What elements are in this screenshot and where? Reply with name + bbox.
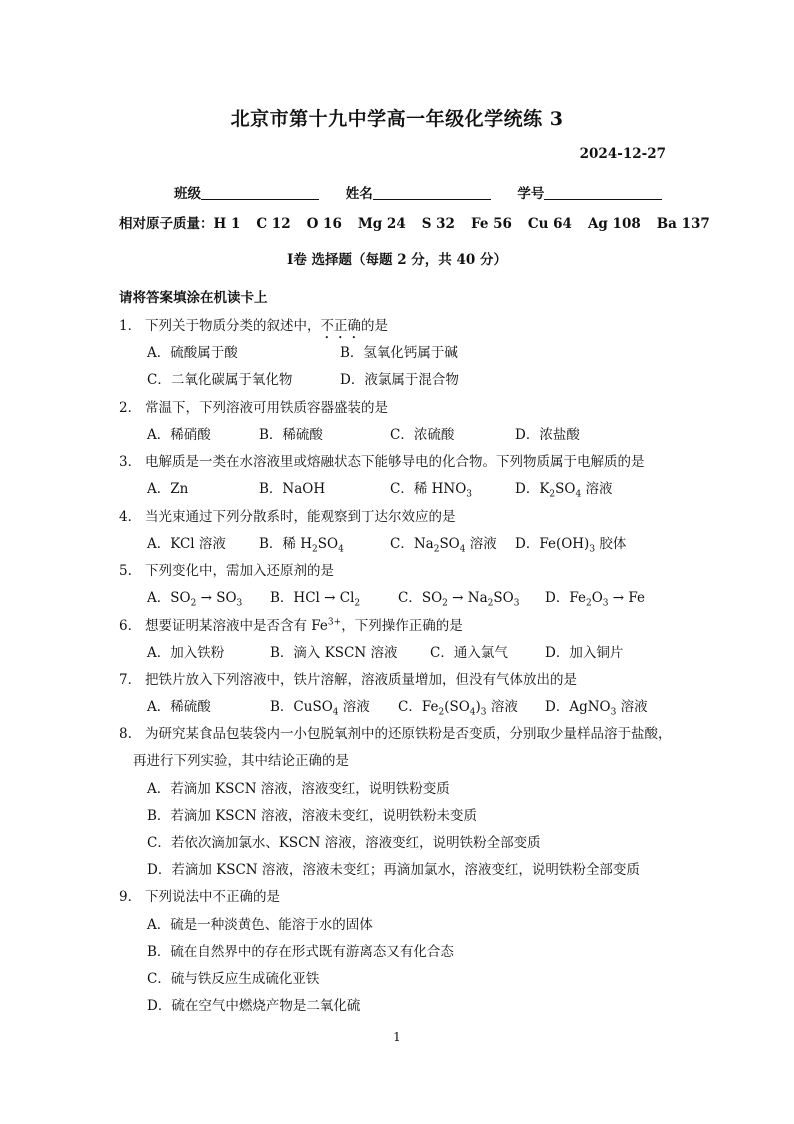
question-7: 7． 把铁片放入下列溶液中，铁片溶解，溶液质量增加，但没有气体放出的是	[119, 672, 577, 688]
q1-option-c[interactable]: C．二氧化碳属于氧化物	[147, 372, 293, 388]
q5-option-b[interactable]: B．HCl → $Cl_2$	[270, 590, 361, 609]
section-title: I卷 选择题（每题 2 分，共 40 分）	[287, 252, 507, 268]
q1-option-b[interactable]: B．氢氧化钙属于碱	[340, 345, 458, 361]
q9-option-c[interactable]: C．硫与铁反应生成硫化亚铁	[147, 971, 320, 987]
q4-option-c[interactable]: C．$Na_2SO_4$ 溶液	[390, 536, 497, 555]
q7-option-d[interactable]: D．AgNO$_3$ 溶液	[545, 699, 648, 718]
exam-title: 北京市第十九中学高一年级化学统练 3	[230, 108, 564, 130]
q9-option-b[interactable]: B．硫在自然界中的存在形式既有游离态又有化合态	[147, 944, 454, 960]
q5-option-c[interactable]: C．$SO_2 \to Na_2SO_3$	[398, 590, 520, 609]
q6-option-d[interactable]: D．加入铜片	[545, 645, 624, 661]
id-field: 学号	[517, 182, 662, 202]
page-number: 1	[393, 1030, 401, 1044]
name-blank[interactable]	[373, 185, 491, 200]
q4-option-d[interactable]: D．$Fe(OH)_3$ 胶体	[515, 536, 627, 555]
q1-option-a[interactable]: A．硫酸属于酸	[147, 345, 238, 361]
q6-option-c[interactable]: C．通入氯气	[430, 645, 508, 661]
q3-option-a[interactable]: A．Zn	[147, 481, 189, 497]
q8-option-c[interactable]: C．若依次滴加氯水、KSCN 溶液，溶液变红，说明铁粉全部变质	[147, 835, 541, 851]
q8-option-b[interactable]: B．若滴加 KSCN 溶液，溶液未变红，说明铁粉未变质	[147, 808, 477, 824]
student-info-fields	[174, 182, 684, 202]
name-field: 姓名	[346, 182, 491, 202]
q7-option-c[interactable]: C．$Fe_2(SO_4)_3$ 溶液	[398, 699, 518, 718]
q1-option-d[interactable]: D．液氯属于混合物	[340, 372, 459, 388]
q2-option-b[interactable]: B．稀硫酸	[259, 427, 323, 443]
question-5: 5. 下列变化中，需加入还原剂的是	[119, 563, 334, 579]
q3-option-c[interactable]: C．稀 $HNO_3$	[390, 481, 473, 500]
q2-option-c[interactable]: C．浓硫酸	[390, 427, 455, 443]
q9-option-a[interactable]: A．硫是一种淡黄色、能溶于水的固体	[147, 917, 373, 933]
exam-date: 2024-12-27	[579, 146, 666, 162]
class-field: 班级	[174, 182, 319, 202]
atomic-masses: 相对原子质量：H 1 C 12 O 16 Mg 24 S 32 Fe 56 Cu 64 Ag 108 Ba 137	[119, 216, 710, 232]
question-8-continued: 再进行下列实验，其中结论正确的是	[133, 753, 349, 769]
q3-option-b[interactable]: B．NaOH	[259, 481, 326, 497]
q8-option-a[interactable]: A．若滴加 KSCN 溶液，溶液变红，说明铁粉变质	[147, 781, 450, 797]
question-6: 6． 想要证明某溶液中是否含有 $Fe^{3+}$，下列操作正确的是	[119, 617, 463, 634]
question-2: 2． 常温下，下列溶液可用铁质容器盛装的是	[119, 400, 388, 416]
question-9: 9． 下列说法中不正确的是	[119, 889, 280, 905]
class-blank[interactable]	[201, 185, 319, 200]
instruction: 请将答案填涂在机读卡上	[119, 290, 268, 306]
q6-option-a[interactable]: A．加入铁粉	[147, 645, 225, 661]
q2-option-d[interactable]: D．浓盐酸	[515, 427, 580, 443]
question-8: 8. 为研究某食品包装袋内一小包脱氧剂中的还原铁粉是否变质，分别取少量样品溶于盐酸，	[119, 726, 672, 742]
q6-option-b[interactable]: B．滴入 KSCN 溶液	[270, 645, 398, 661]
q7-option-a[interactable]: A．稀硫酸	[147, 699, 211, 715]
question-3: 3． 电解质是一类在水溶液里或熔融状态下能够导电的化合物。下列物质属于电解质的是	[119, 454, 645, 470]
question-4: 4． 当光束通过下列分散系时，能观察到丁达尔效应的是	[119, 509, 456, 525]
q5-option-d[interactable]: D．$Fe_2O_3 \to Fe$	[545, 590, 646, 609]
q2-option-a[interactable]: A．稀硝酸	[147, 427, 211, 443]
question-1: 1． 下列关于物质分类的叙述中，不正确的是	[119, 318, 388, 334]
q5-option-a[interactable]: A．$SO_2 \to SO_3$	[147, 590, 243, 609]
q8-option-d[interactable]: D．若滴加 KSCN 溶液，溶液未变红；再滴加氯水，溶液变红，说明铁粉全部变质	[147, 862, 640, 878]
q3-option-d[interactable]: D．$K_2SO_4$ 溶液	[515, 481, 613, 500]
q9-option-d[interactable]: D．硫在空气中燃烧产物是二氧化硫	[147, 998, 361, 1014]
id-blank[interactable]	[544, 185, 662, 200]
q4-option-a[interactable]: A．KCl 溶液	[147, 536, 226, 552]
q7-option-b[interactable]: B．CuSO$_4$ 溶液	[270, 699, 370, 718]
q4-option-b[interactable]: B．稀 $H_2SO_4$	[259, 536, 344, 555]
